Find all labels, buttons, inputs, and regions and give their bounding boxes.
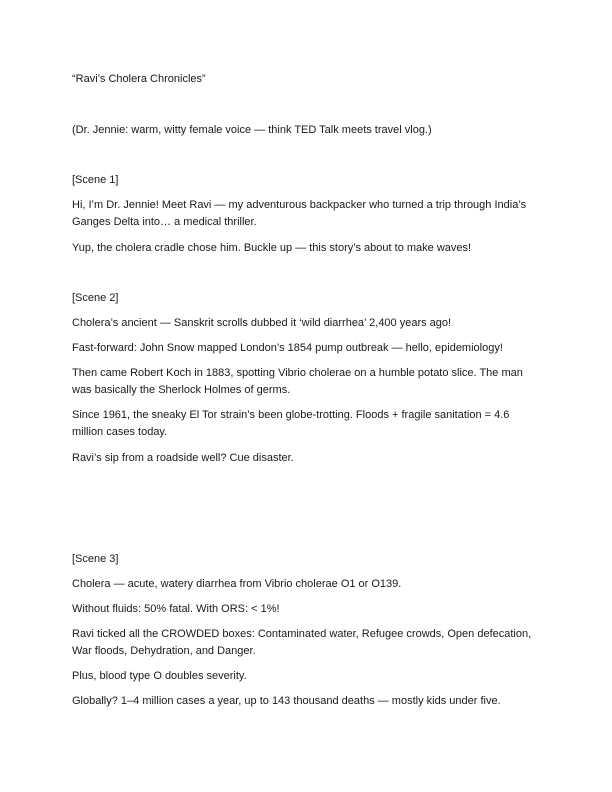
scene-3-paragraph: Plus, blood type O doubles severity. [72, 670, 247, 682]
scene-3-paragraph: Without fluids: 50% fatal. With ORS: < 1%! [72, 603, 280, 615]
scene-3-paragraph: Cholera — acute, watery diarrhea from Vibrio cholerae O1 or O139. [72, 578, 402, 590]
scene-1-heading: [Scene 1] [72, 174, 119, 186]
scene-3-heading: [Scene 3] [72, 553, 119, 565]
scene-2-paragraph: Since 1961, the sneaky El Tor strain’s been globe-trotting. Floods + fragile sanitation = 4.6 million cases today. [72, 409, 510, 438]
scene-2-heading: [Scene 2] [72, 292, 119, 304]
voice-note: (Dr. Jennie: warm, witty female voice — think TED Talk meets travel vlog.) [72, 124, 432, 136]
scene-3-paragraph: Globally? 1–4 million cases a year, up to 143 thousand deaths — mostly kids under five. [72, 695, 501, 707]
scene-2-paragraph: Cholera’s ancient — Sanskrit scrolls dubbed it ‘wild diarrhea’ 2,400 years ago! [72, 317, 452, 329]
scene-3-paragraph: Ravi ticked all the CROWDED boxes: Contaminated water, Refugee crowds, Open defecation, War floods, Dehydration, and Danger. [72, 628, 532, 657]
scene-1-paragraph: Yup, the cholera cradle chose him. Buckle up — this story’s about to make waves! [72, 242, 472, 254]
document-title: “Ravi’s Cholera Chronicles” [72, 73, 206, 85]
scene-2-paragraph: Then came Robert Koch in 1883, spotting Vibrio cholerae on a humble potato slice. The man was basically the Sherlock Holmes of germs. [72, 367, 523, 396]
scene-2-paragraph: Ravi’s sip from a roadside well? Cue disaster. [72, 452, 294, 464]
scene-1-paragraph: Hi, I’m Dr. Jennie! Meet Ravi — my adventurous backpacker who turned a trip through India’s Ganges Delta into… a medical thriller. [72, 199, 527, 228]
scene-2-paragraph: Fast-forward: John Snow mapped London’s 1854 pump outbreak — hello, epidemiology! [72, 342, 503, 354]
